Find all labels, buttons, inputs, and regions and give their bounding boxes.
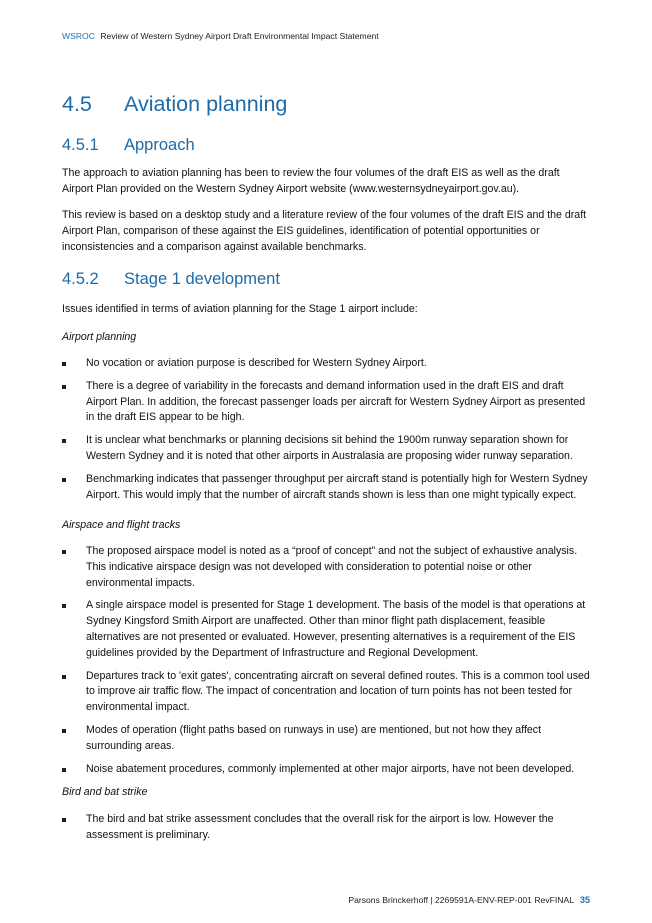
bullet-icon — [62, 604, 66, 608]
bullet-icon — [62, 478, 66, 482]
airport-planning-subheading: Airport planning — [62, 331, 137, 343]
approach-number: 4.5.1 — [62, 136, 99, 154]
stage1-number: 4.5.2 — [62, 270, 99, 288]
bullet-icon — [62, 385, 66, 389]
list-item: A single airspace model is presented for Stage 1 development. The basis of the model is that operations at Sydney Kingsford Smith Airport are unaffected. Other than minor flight path displacement, feasible alternatives are not presented or evaluated. However, presenting alternatives is a requirement of the EIS guidelines provided by the Department of Infrastructure and Regional Development. — [62, 598, 590, 661]
bullet-icon — [62, 729, 66, 733]
list-item: Departures track to 'exit gates', concentrating aircraft on several defined routes. This is a common tool used to improve air traffic flow. The impact of concentration and location of turn points has not been tested for environmental impact. — [62, 669, 590, 716]
page-footer — [348, 895, 590, 905]
list-item: The bird and bat strike assessment concludes that the overall risk for the airport is low. However the assessment is preliminary. — [62, 812, 590, 844]
bullet-icon — [62, 675, 66, 679]
stage1-heading — [62, 270, 280, 289]
airspace-list — [62, 544, 590, 777]
section-title: Aviation planning — [124, 92, 288, 116]
approach-heading — [62, 136, 195, 155]
list-item: There is a degree of variability in the forecasts and demand information used in the draft EIS and draft Airport Plan. In addition, the forecast passenger loads per aircraft for Western Sydney Airport as presented in the draft EIS appear to be high. — [62, 379, 590, 426]
approach-title: Approach — [124, 136, 195, 154]
list-item: Noise abatement procedures, commonly implemented at other major airports, have not been developed. — [62, 762, 590, 778]
running-header — [62, 31, 379, 41]
list-item: The proposed airspace model is noted as a “proof of concept” and not the subject of exhaustive analysis. This indicative airspace design was not developed with consideration to potential noise or other environmental impacts. — [62, 544, 590, 591]
airspace-subheading: Airspace and flight tracks — [62, 519, 181, 531]
bird-strike-subheading: Bird and bat strike — [62, 786, 148, 798]
stage1-title: Stage 1 development — [124, 270, 280, 288]
page-number: 35 — [579, 895, 590, 905]
list-item: No vocation or aviation purpose is described for Western Sydney Airport. — [62, 356, 590, 372]
header-title: Review of Western Sydney Airport Draft Environmental Impact Statement — [100, 31, 379, 41]
bullet-icon — [62, 818, 66, 822]
bird-strike-list — [62, 812, 590, 844]
approach-paragraph-1: The approach to aviation planning has been to review the four volumes of the draft EIS as well as the draft Airport Plan provided on the Western Sydney Airport website (www.westernsydneyairport.gov.au). — [62, 167, 560, 195]
approach-paragraph-2: This review is based on a desktop study and a literature review of the four volumes of the draft EIS and the draft Airport Plan, comparison of these against the EIS guidelines, identification of potential opportunities or inconsistencies and a comparison against available benchmarks. — [62, 209, 587, 253]
list-item: Benchmarking indicates that passenger throughput per aircraft stand is potentially high for Western Sydney Airport. This would imply that the number of aircraft stands shown is less than one might typically expect. — [62, 472, 590, 504]
section-heading — [62, 92, 287, 117]
list-item: It is unclear what benchmarks or planning decisions sit behind the 1900m runway separation shown for Western Sydney and it is noted that other airports in Australasia are proposing wider runway separation. — [62, 433, 590, 465]
section-number: 4.5 — [62, 92, 92, 116]
bullet-icon — [62, 550, 66, 554]
bullet-icon — [62, 768, 66, 772]
stage1-intro: Issues identified in terms of aviation planning for the Stage 1 airport include: — [62, 303, 418, 315]
footer-doc-ref: Parsons Brinckerhoff | 2269591A-ENV-REP-001 RevFINAL — [348, 895, 574, 905]
bullet-icon — [62, 362, 66, 366]
list-item: Modes of operation (flight paths based on runways in use) are mentioned, but not how they affect surrounding areas. — [62, 723, 590, 755]
airport-planning-list — [62, 356, 590, 503]
bullet-icon — [62, 439, 66, 443]
header-org: WSROC — [62, 31, 95, 41]
